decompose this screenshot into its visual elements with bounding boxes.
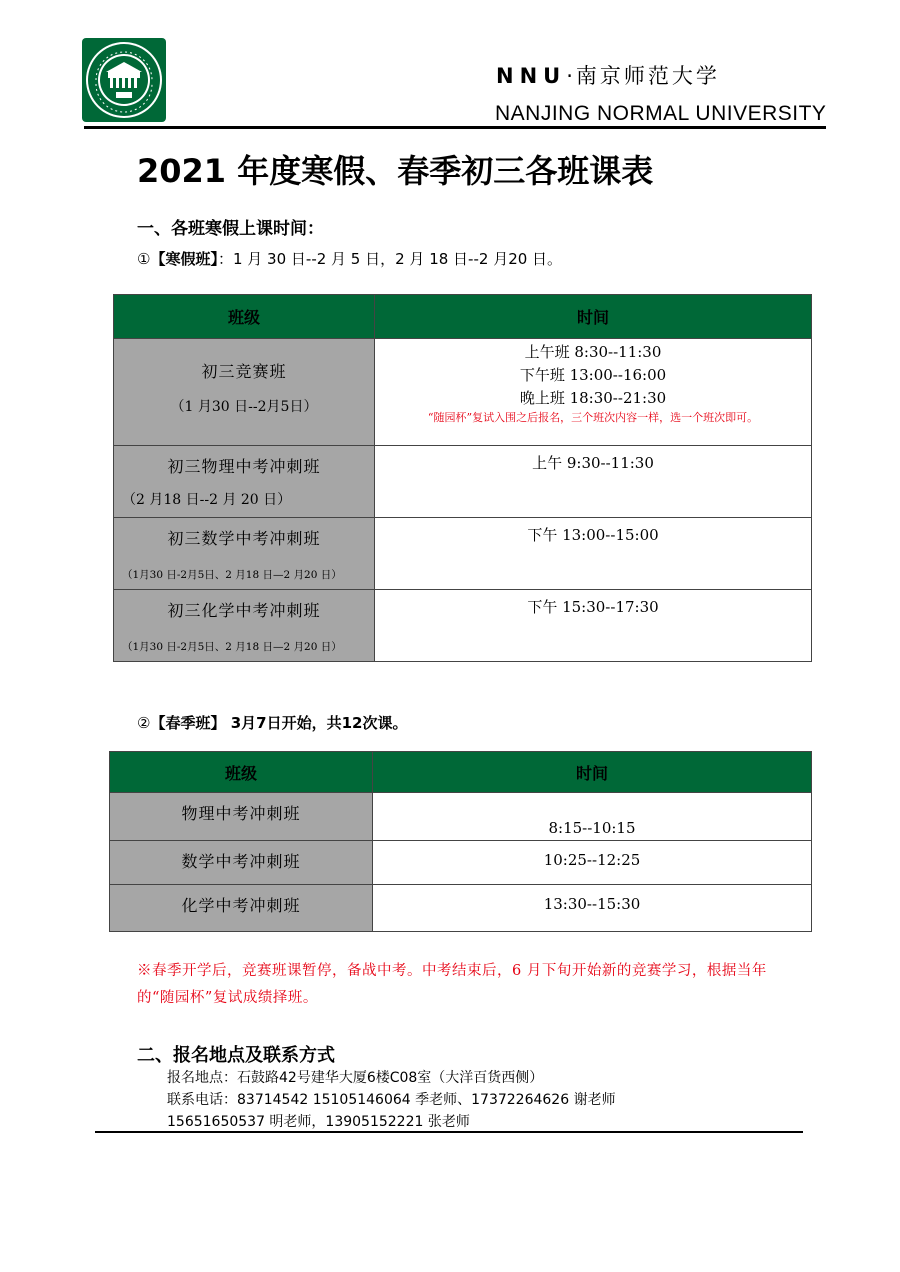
footer-divider [95,1131,803,1133]
time-cell [375,518,812,590]
class-cell [110,793,373,841]
column-header-time: 时间 [375,295,812,339]
class-cell [114,339,375,446]
header-nnu: NNU [496,64,567,88]
time-text: 上午班 8:30--11:30 [524,343,662,361]
class-name: 化学中考冲刺班 [181,896,301,915]
class-date: （2 月18 日--2 月 20 日） [122,492,292,508]
spring-marker: ② [137,714,151,732]
class-name: 初三竞赛班 [201,362,287,381]
time-text: 8:15--10:15 [548,819,636,837]
table-header-row [110,752,812,793]
column-header-class: 班级 [110,752,373,793]
class-date: （1月30 日-2月5日、2 月18 日—2 月20 日） [122,569,342,581]
winter-class-line [137,248,562,269]
class-cell [114,446,375,518]
time-cell [373,885,812,932]
time-cell [373,841,812,885]
time-cell [375,446,812,518]
winter-schedule-table [113,294,812,662]
spring-class-line [137,712,407,733]
class-date: （1 月30 日--2月5日） [170,399,318,415]
time-cell [375,590,812,662]
time-text: 下午班 13:00--16:00 [519,366,667,384]
table-row [114,339,812,446]
page-title: 2021 年度寒假、春季初三各班课表 [137,152,654,190]
time-text: 13:30--15:30 [543,895,641,913]
winter-dates: ：1 月 30 日--2 月 5 日，2 月 18 日--2 月20 日。 [217,250,563,268]
university-seal-icon [82,38,166,122]
time-text: 下午 13:00--15:00 [527,526,659,544]
class-name: 初三化学中考冲刺班 [167,601,321,620]
class-cell [110,885,373,932]
class-name: 初三数学中考冲刺班 [167,529,321,548]
spring-schedule-table [109,751,812,932]
table-row [110,885,812,932]
header-divider [84,126,826,129]
table-row [110,793,812,841]
time-cell [375,339,812,446]
spring-label: 【春季班】 [150,714,226,732]
spring-desc: 3月7日开始，共12次课。 [225,714,408,732]
registration-address: 报名地点：石鼓路42号建华大厦6楼C08室（大洋百货西侧） [167,1070,544,1086]
time-cell [373,793,812,841]
class-cell [114,590,375,662]
time-text: 晚上班 18:30--21:30 [519,389,667,407]
header-university-cn [496,60,720,90]
section1-heading: 一、各班寒假上课时间： [137,219,324,239]
time-text: 上午 9:30--11:30 [532,454,654,472]
column-header-time: 时间 [373,752,812,793]
class-name: 物理中考冲刺班 [181,804,301,823]
table-row [114,590,812,662]
table-row [114,518,812,590]
winter-label: 【寒假班】 [150,250,218,268]
class-name: 数学中考冲刺班 [181,852,301,871]
table-header-row [114,295,812,339]
header-cn-name: 南京师范大学 [575,64,720,88]
class-date: （1月30 日-2月5日、2 月18 日—2 月20 日） [122,641,342,653]
competition-note: “随园杯”复试入围之后报名，三个班次内容一样，选一个班次即可。 [427,411,759,424]
time-text: 下午 15:30--17:30 [527,598,659,616]
spring-warning-note: ※春季开学后，竞赛班课暂停，备战中考。中考结束后，6 月下旬开始新的竞赛学习，根据当年的“随园杯”复试成绩择班。 [137,963,767,1006]
contact-phone-line2: 15651650537 明老师，13905152221 张老师 [167,1114,470,1130]
header-dot: · [566,64,576,88]
class-cell [110,841,373,885]
winter-marker: ① [137,250,151,268]
class-cell [114,518,375,590]
contact-phone-line1: 联系电话：83714542 15105146064 季老师、17372264626 谢老师 [167,1092,616,1108]
column-header-class: 班级 [114,295,375,339]
class-name: 初三物理中考冲刺班 [167,457,321,476]
section2-heading: 二、报名地点及联系方式 [137,1045,335,1066]
table-row [110,841,812,885]
table-row [114,446,812,518]
header-university-en: NANJING NORMAL UNIVERSITY [495,102,827,125]
time-text: 10:25--12:25 [543,851,641,869]
